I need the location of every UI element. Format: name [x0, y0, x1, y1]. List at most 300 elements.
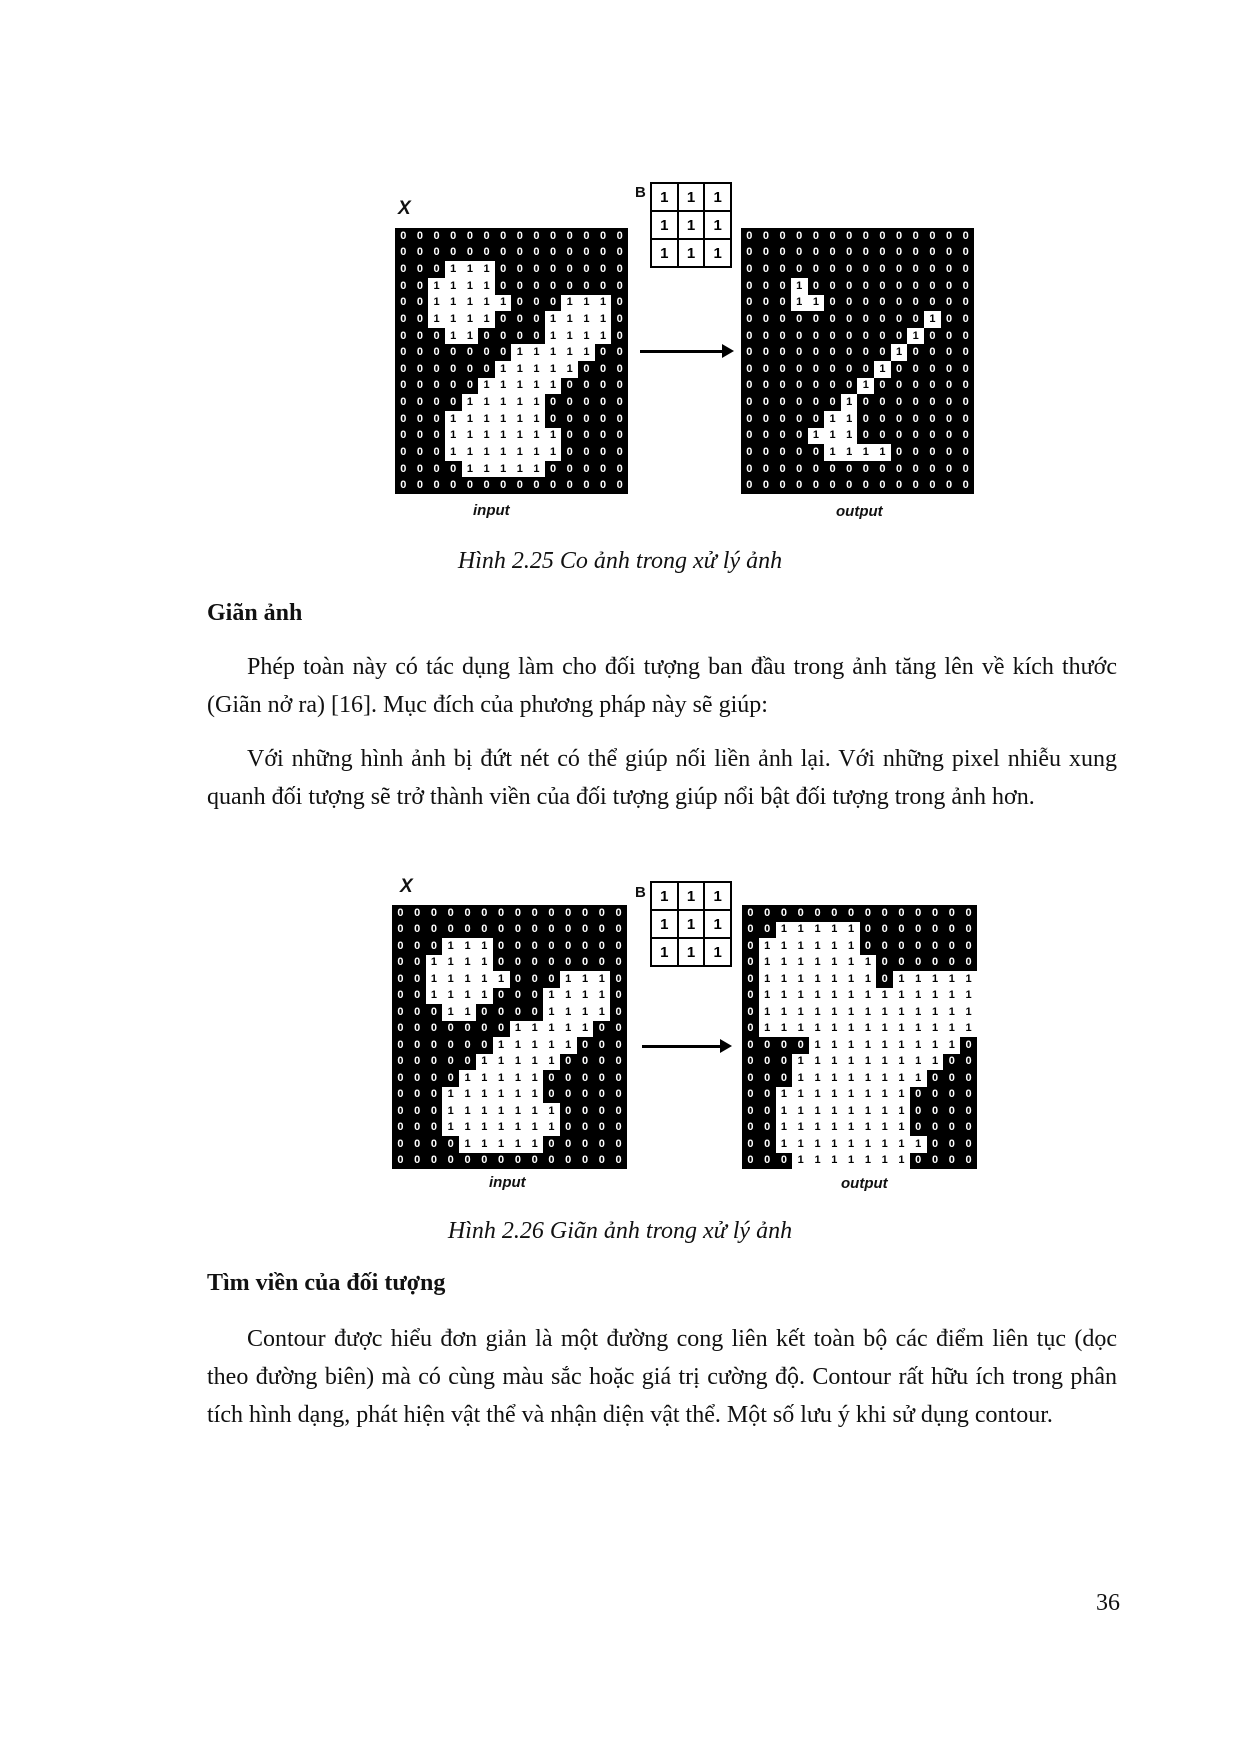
input-matrix [392, 905, 627, 1169]
pixel-cell: 1 [792, 1054, 809, 1071]
pixel-cell: 0 [409, 1153, 426, 1170]
pixel-cell: 0 [395, 444, 412, 461]
pixel-cell: 1 [927, 971, 944, 988]
pixel-cell: 0 [526, 955, 543, 972]
page-number: 36 [1096, 1590, 1120, 1616]
pixel-cell: 0 [824, 245, 841, 262]
pixel-cell: 0 [742, 1004, 759, 1021]
pixel-cell: 1 [792, 955, 809, 972]
pixel-cell: 1 [860, 1153, 877, 1170]
pixel-cell: 0 [561, 477, 578, 494]
pixel-cell: 0 [445, 361, 462, 378]
pixel-cell: 1 [809, 1054, 826, 1071]
pixel-cell: 1 [511, 428, 528, 445]
pixel-cell: 0 [426, 1087, 443, 1104]
pixel-cell: 0 [442, 922, 459, 939]
pixel-cell: 0 [742, 1136, 759, 1153]
pixel-cell: 0 [741, 295, 758, 312]
pixel-cell: 1 [809, 1037, 826, 1054]
pixel-cell: 1 [809, 938, 826, 955]
pixel-cell: 0 [742, 1054, 759, 1071]
pixel-cell: 0 [395, 394, 412, 411]
pixel-cell: 0 [426, 1070, 443, 1087]
pixel-cell: 1 [960, 988, 977, 1005]
pixel-cell: 0 [595, 394, 612, 411]
pixel-cell: 1 [526, 1021, 543, 1038]
pixel-cell: 1 [860, 1103, 877, 1120]
pixel-cell: 0 [528, 295, 545, 312]
pixel-cell: 0 [412, 461, 429, 478]
pixel-cell: 1 [809, 1070, 826, 1087]
pixel-cell: 0 [741, 477, 758, 494]
pixel-cell: 0 [874, 461, 891, 478]
input-label: input [473, 502, 510, 519]
pixel-cell: 0 [412, 477, 429, 494]
pixel-cell: 0 [495, 261, 512, 278]
pixel-cell: 0 [510, 955, 527, 972]
pixel-cell: 0 [891, 477, 908, 494]
pixel-cell: 0 [593, 1070, 610, 1087]
pixel-cell: 0 [791, 228, 808, 245]
pixel-cell: 1 [528, 344, 545, 361]
pixel-cell: 0 [774, 261, 791, 278]
pixel-cell: 1 [792, 1136, 809, 1153]
pixel-cell: 0 [610, 905, 627, 922]
pixel-cell: 0 [611, 378, 628, 395]
pixel-cell: 0 [595, 461, 612, 478]
pixel-cell: 0 [561, 245, 578, 262]
pixel-cell: 1 [511, 444, 528, 461]
pixel-cell: 0 [841, 361, 858, 378]
pixel-cell: 1 [792, 971, 809, 988]
pixel-cell: 0 [560, 955, 577, 972]
pixel-cell: 0 [392, 1103, 409, 1120]
pixel-cell: 0 [428, 411, 445, 428]
pixel-cell: 0 [392, 955, 409, 972]
pixel-cell: 0 [392, 1021, 409, 1038]
pixel-cell: 1 [528, 411, 545, 428]
pixel-cell: 0 [741, 344, 758, 361]
pixel-cell: 0 [924, 228, 941, 245]
pixel-cell: 0 [960, 1087, 977, 1104]
pixel-cell: 0 [927, 1153, 944, 1170]
pixel-cell: 0 [610, 1136, 627, 1153]
pixel-cell: 0 [392, 1070, 409, 1087]
pixel-cell: 1 [910, 1004, 927, 1021]
pixel-cell: 0 [611, 261, 628, 278]
pixel-cell: 1 [792, 1087, 809, 1104]
pixel-cell: 0 [907, 428, 924, 445]
pixel-cell: 0 [595, 477, 612, 494]
pixel-cell: 1 [577, 1021, 594, 1038]
pixel-cell: 1 [876, 988, 893, 1005]
pixel-cell: 0 [957, 461, 974, 478]
pixel-cell: 0 [442, 905, 459, 922]
pixel-cell: 0 [742, 1120, 759, 1137]
pixel-cell: 0 [395, 411, 412, 428]
pixel-cell: 1 [910, 1037, 927, 1054]
pixel-cell: 0 [910, 1103, 927, 1120]
pixel-cell: 1 [495, 361, 512, 378]
pixel-cell: 0 [510, 1153, 527, 1170]
pixel-cell: 1 [826, 1004, 843, 1021]
pixel-cell: 0 [412, 245, 429, 262]
pixel-cell: 0 [742, 988, 759, 1005]
kernel-cell: 1 [652, 911, 677, 937]
paragraph-dilation-2: Với những hình ảnh bị đứt nét có thể giúp nối liền ảnh lại. Với những pixel nhiễu xung quanh đối tượng sẽ trở thành viền của đối tượng giúp nổi bật đối tượng trong ảnh hơn. [207, 746, 1117, 810]
pixel-cell: 0 [593, 1136, 610, 1153]
kernel-cell: 1 [705, 939, 730, 965]
pixel-cell: 0 [545, 295, 562, 312]
pixel-cell: 0 [577, 1103, 594, 1120]
pixel-cell: 1 [459, 1004, 476, 1021]
pixel-cell: 0 [493, 955, 510, 972]
pixel-cell: 1 [510, 1054, 527, 1071]
pixel-cell: 1 [543, 1037, 560, 1054]
pixel-cell: 0 [610, 971, 627, 988]
pixel-cell: 0 [893, 905, 910, 922]
pixel-cell: 1 [776, 1103, 793, 1120]
pixel-cell: 0 [442, 1037, 459, 1054]
pixel-cell: 0 [857, 228, 874, 245]
pixel-cell: 0 [578, 411, 595, 428]
pixel-cell: 1 [791, 278, 808, 295]
kernel-cell: 1 [679, 883, 704, 909]
pixel-cell: 0 [927, 1120, 944, 1137]
pixel-cell: 1 [860, 1120, 877, 1137]
pixel-cell: 0 [593, 905, 610, 922]
pixel-cell: 0 [478, 344, 495, 361]
pixel-cell: 0 [774, 278, 791, 295]
paragraph-contour: Contour được hiểu đơn giản là một đường cong liên kết toàn bộ các điểm liên tục (dọc theo đường biên) mà có cùng màu sắc hoặc giá trị cường độ. Contour rất hữu ích trong phân tích hình dạng, phát hiện vật thể và nhận diện vật thể. Một số lưu ý khi sử dụng contour. [207, 1326, 1117, 1428]
pixel-cell: 0 [493, 988, 510, 1005]
pixel-cell: 0 [510, 905, 527, 922]
pixel-cell: 1 [595, 328, 612, 345]
pixel-cell: 1 [809, 1021, 826, 1038]
pixel-cell: 0 [610, 1037, 627, 1054]
pixel-cell: 0 [941, 245, 958, 262]
pixel-cell: 0 [907, 344, 924, 361]
pixel-cell: 0 [462, 477, 479, 494]
pixel-cell: 0 [941, 228, 958, 245]
pixel-cell: 0 [476, 905, 493, 922]
pixel-cell: 0 [392, 1120, 409, 1137]
pixel-cell: 0 [809, 905, 826, 922]
pixel-cell: 1 [876, 1087, 893, 1104]
pixel-cell: 0 [528, 311, 545, 328]
pixel-cell: 0 [824, 295, 841, 312]
pixel-cell: 0 [791, 461, 808, 478]
pixel-cell: 0 [459, 1037, 476, 1054]
pixel-cell: 1 [910, 1054, 927, 1071]
pixel-cell: 0 [611, 444, 628, 461]
pixel-cell: 1 [428, 311, 445, 328]
pixel-cell: 0 [759, 1136, 776, 1153]
pixel-cell: 1 [876, 1070, 893, 1087]
pixel-cell: 1 [476, 1087, 493, 1104]
pixel-cell: 1 [876, 1103, 893, 1120]
pixel-cell: 0 [428, 228, 445, 245]
pixel-cell: 0 [543, 905, 560, 922]
pixel-cell: 0 [611, 228, 628, 245]
pixel-cell: 0 [960, 955, 977, 972]
pixel-cell: 1 [792, 1070, 809, 1087]
pixel-cell: 0 [528, 278, 545, 295]
pixel-cell: 0 [561, 411, 578, 428]
pixel-cell: 0 [741, 444, 758, 461]
pixel-cell: 0 [511, 311, 528, 328]
pixel-cell: 1 [860, 955, 877, 972]
pixel-cell: 1 [792, 1120, 809, 1137]
pixel-cell: 0 [808, 361, 825, 378]
pixel-cell: 0 [841, 477, 858, 494]
pixel-cell: 0 [943, 938, 960, 955]
pixel-cell: 0 [545, 245, 562, 262]
pixel-cell: 0 [610, 1120, 627, 1137]
pixel-cell: 1 [462, 311, 479, 328]
pixel-cell: 0 [808, 228, 825, 245]
pixel-cell: 0 [445, 461, 462, 478]
pixel-cell: 0 [409, 988, 426, 1005]
pixel-cell: 1 [857, 444, 874, 461]
pixel-cell: 0 [511, 245, 528, 262]
pixel-cell: 0 [742, 971, 759, 988]
pixel-cell: 0 [560, 905, 577, 922]
pixel-cell: 0 [924, 245, 941, 262]
pixel-cell: 1 [893, 1054, 910, 1071]
pixel-cell: 1 [577, 988, 594, 1005]
pixel-cell: 0 [891, 228, 908, 245]
pixel-cell: 0 [545, 411, 562, 428]
pixel-cell: 1 [843, 1021, 860, 1038]
pixel-cell: 0 [493, 1153, 510, 1170]
pixel-cell: 0 [907, 245, 924, 262]
pixel-cell: 0 [577, 1054, 594, 1071]
pixel-cell: 0 [442, 1021, 459, 1038]
pixel-cell: 0 [841, 311, 858, 328]
pixel-cell: 1 [876, 1004, 893, 1021]
pixel-cell: 0 [412, 411, 429, 428]
pixel-cell: 0 [578, 261, 595, 278]
pixel-cell: 0 [611, 278, 628, 295]
pixel-cell: 0 [941, 328, 958, 345]
pixel-cell: 0 [595, 278, 612, 295]
pixel-cell: 1 [910, 971, 927, 988]
pixel-cell: 0 [560, 938, 577, 955]
pixel-cell: 0 [876, 938, 893, 955]
pixel-cell: 0 [924, 378, 941, 395]
pixel-cell: 0 [774, 245, 791, 262]
pixel-cell: 0 [741, 411, 758, 428]
pixel-cell: 0 [841, 261, 858, 278]
pixel-cell: 1 [462, 461, 479, 478]
pixel-cell: 0 [395, 278, 412, 295]
pixel-cell: 0 [545, 394, 562, 411]
pixel-cell: 0 [476, 1021, 493, 1038]
pixel-cell: 1 [442, 1004, 459, 1021]
kernel-cell: 1 [652, 212, 677, 238]
pixel-cell: 0 [428, 361, 445, 378]
pixel-cell: 1 [445, 444, 462, 461]
pixel-cell: 1 [943, 988, 960, 1005]
pixel-cell: 1 [893, 1037, 910, 1054]
pixel-cell: 1 [442, 1103, 459, 1120]
pixel-cell: 0 [578, 428, 595, 445]
pixel-cell: 1 [510, 1136, 527, 1153]
pixel-cell: 0 [891, 295, 908, 312]
pixel-cell: 0 [412, 228, 429, 245]
pixel-cell: 0 [758, 311, 775, 328]
pixel-cell: 0 [857, 295, 874, 312]
pixel-cell: 1 [860, 1136, 877, 1153]
pixel-cell: 1 [561, 361, 578, 378]
pixel-cell: 0 [409, 1021, 426, 1038]
kernel-cell: 1 [679, 240, 704, 266]
pixel-cell: 1 [843, 1087, 860, 1104]
pixel-cell: 0 [392, 1087, 409, 1104]
pixel-cell: 1 [759, 938, 776, 955]
pixel-cell: 1 [476, 1120, 493, 1137]
pixel-cell: 0 [891, 328, 908, 345]
pixel-cell: 0 [560, 1070, 577, 1087]
pixel-cell: 0 [442, 1054, 459, 1071]
pixel-cell: 0 [395, 378, 412, 395]
pixel-cell: 0 [758, 278, 775, 295]
pixel-cell: 0 [409, 938, 426, 955]
pixel-cell: 1 [459, 938, 476, 955]
pixel-cell: 0 [876, 922, 893, 939]
pixel-cell: 0 [957, 278, 974, 295]
pixel-cell: 1 [445, 428, 462, 445]
pixel-cell: 0 [791, 361, 808, 378]
pixel-cell: 0 [595, 378, 612, 395]
pixel-cell: 0 [891, 444, 908, 461]
pixel-cell: 0 [891, 461, 908, 478]
pixel-cell: 1 [843, 971, 860, 988]
pixel-cell: 1 [826, 955, 843, 972]
pixel-cell: 0 [428, 461, 445, 478]
pixel-cell: 0 [943, 905, 960, 922]
pixel-cell: 0 [395, 311, 412, 328]
pixel-cell: 1 [577, 1004, 594, 1021]
pixel-cell: 0 [526, 905, 543, 922]
pixel-cell: 0 [741, 278, 758, 295]
pixel-cell: 1 [459, 1136, 476, 1153]
pixel-cell: 0 [526, 971, 543, 988]
pixel-cell: 0 [759, 1070, 776, 1087]
pixel-cell: 1 [826, 1120, 843, 1137]
pixel-cell: 0 [841, 328, 858, 345]
pixel-cell: 0 [876, 971, 893, 988]
pixel-cell: 1 [826, 1054, 843, 1071]
pixel-cell: 0 [543, 938, 560, 955]
pixel-cell: 0 [577, 938, 594, 955]
pixel-cell: 1 [927, 1004, 944, 1021]
pixel-cell: 1 [809, 1087, 826, 1104]
pixel-cell: 1 [826, 938, 843, 955]
pixel-cell: 0 [791, 411, 808, 428]
pixel-cell: 0 [907, 461, 924, 478]
pixel-cell: 1 [577, 971, 594, 988]
pixel-cell: 0 [874, 477, 891, 494]
pixel-cell: 0 [412, 278, 429, 295]
pixel-cell: 1 [893, 988, 910, 1005]
kernel-cell: 1 [705, 184, 730, 210]
pixel-cell: 1 [841, 444, 858, 461]
pixel-cell: 0 [759, 1103, 776, 1120]
pixel-cell: 0 [528, 228, 545, 245]
pixel-cell: 0 [577, 905, 594, 922]
pixel-cell: 1 [960, 971, 977, 988]
pixel-cell: 0 [876, 955, 893, 972]
pixel-cell: 0 [957, 228, 974, 245]
pixel-cell: 0 [395, 477, 412, 494]
pixel-cell: 1 [493, 971, 510, 988]
pixel-cell: 0 [442, 1070, 459, 1087]
pixel-cell: 0 [924, 278, 941, 295]
pixel-cell: 1 [809, 988, 826, 1005]
pixel-cell: 1 [476, 1054, 493, 1071]
pixel-cell: 1 [545, 311, 562, 328]
pixel-cell: 0 [593, 1037, 610, 1054]
pixel-cell: 1 [528, 428, 545, 445]
pixel-cell: 1 [476, 988, 493, 1005]
set-label-x: X [400, 876, 413, 897]
pixel-cell: 0 [741, 361, 758, 378]
pixel-cell: 1 [843, 1037, 860, 1054]
pixel-cell: 1 [843, 988, 860, 1005]
pixel-cell: 1 [462, 428, 479, 445]
pixel-cell: 1 [462, 394, 479, 411]
pixel-cell: 1 [826, 1103, 843, 1120]
pixel-cell: 1 [578, 344, 595, 361]
kernel-cell: 1 [652, 883, 677, 909]
pixel-cell: 1 [426, 971, 443, 988]
pixel-cell: 0 [943, 1153, 960, 1170]
pixel-cell: 1 [776, 938, 793, 955]
pixel-cell: 1 [543, 988, 560, 1005]
pixel-cell: 0 [824, 311, 841, 328]
pixel-cell: 1 [511, 394, 528, 411]
pixel-cell: 0 [459, 905, 476, 922]
pixel-cell: 0 [960, 1153, 977, 1170]
pixel-cell: 0 [808, 261, 825, 278]
pixel-cell: 1 [791, 295, 808, 312]
pixel-cell: 0 [428, 261, 445, 278]
pixel-cell: 0 [560, 1054, 577, 1071]
pixel-cell: 0 [759, 1037, 776, 1054]
pixel-cell: 0 [426, 1120, 443, 1137]
pixel-cell: 0 [445, 344, 462, 361]
pixel-cell: 0 [907, 278, 924, 295]
pixel-cell: 1 [857, 378, 874, 395]
pixel-cell: 1 [910, 1070, 927, 1087]
pixel-cell: 0 [395, 261, 412, 278]
pixel-cell: 0 [808, 461, 825, 478]
pixel-cell: 0 [595, 428, 612, 445]
pixel-cell: 0 [510, 938, 527, 955]
pixel-cell: 1 [792, 1004, 809, 1021]
pixel-cell: 1 [528, 461, 545, 478]
pixel-cell: 0 [545, 278, 562, 295]
pixel-cell: 1 [826, 922, 843, 939]
pixel-cell: 0 [910, 938, 927, 955]
pixel-cell: 1 [759, 1021, 776, 1038]
pixel-cell: 1 [841, 394, 858, 411]
pixel-cell: 0 [957, 411, 974, 428]
pixel-cell: 0 [526, 922, 543, 939]
pixel-cell: 0 [526, 1153, 543, 1170]
